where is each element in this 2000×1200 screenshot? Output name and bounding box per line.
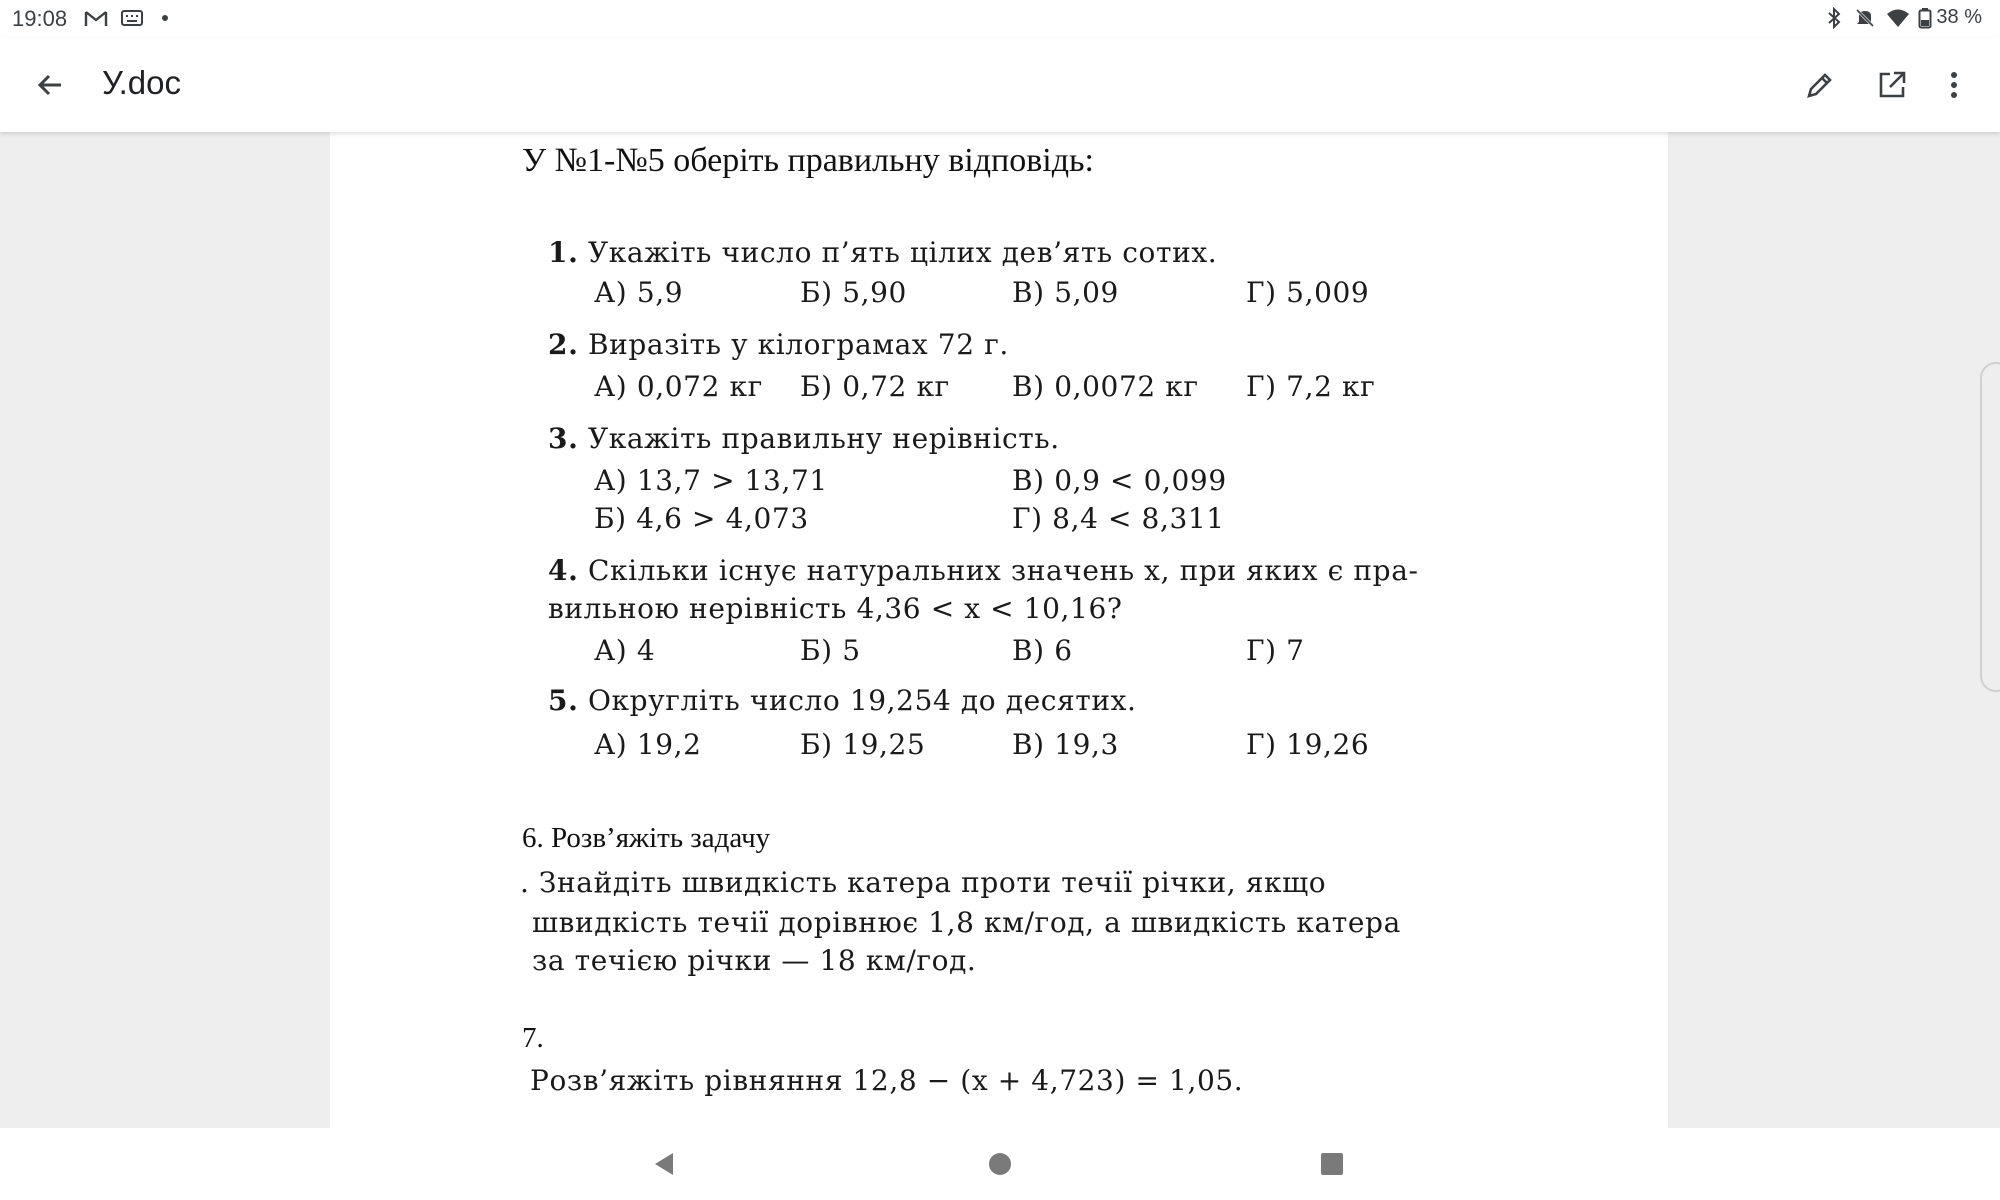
open-external-icon: [1876, 69, 1908, 101]
answer-option: Г) 7,2 кг: [1246, 370, 1376, 403]
question-number: 4.: [548, 554, 579, 587]
question-4-continuation: вильною нерівність 4,36 < x < 10,16?: [548, 592, 1123, 625]
status-time: 19:08: [12, 6, 68, 31]
nav-home-button[interactable]: [978, 1142, 1022, 1186]
nav-recents-button[interactable]: [1310, 1142, 1354, 1186]
bluetooth-icon: [1826, 6, 1842, 30]
document-title: У.doc: [102, 64, 181, 101]
question-text: Укажіть число п’ять цілих дев’ять сотих.: [587, 236, 1218, 269]
back-triangle-icon: [651, 1150, 677, 1178]
dot-icon: [160, 6, 170, 30]
task-6-line-2: швидкість течії дорівнює 1,8 км/год, а швидкість катера: [532, 906, 1401, 939]
question-text: Округліть число 19,254 до десятих.: [587, 684, 1137, 717]
back-arrow-icon: [35, 70, 65, 100]
answer-option: А) 13,7 > 13,71: [594, 464, 828, 497]
question-2: [548, 328, 1009, 361]
task-6-line-3: за течією річки — 18 км/год.: [532, 944, 977, 977]
answer-option: В) 0,9 < 0,099: [1012, 464, 1227, 497]
answer-option: Г) 5,009: [1246, 276, 1370, 309]
question-text: Укажіть правильну нерівність.: [587, 422, 1060, 455]
edit-button[interactable]: [1800, 65, 1840, 105]
question-number: 1.: [548, 236, 579, 269]
question-number: 2.: [548, 328, 579, 361]
answer-option: А) 0,072 кг: [594, 370, 763, 403]
home-circle-icon: [987, 1151, 1013, 1177]
answer-option: Г) 8,4 < 8,311: [1012, 502, 1225, 535]
question-4: [548, 554, 1419, 587]
question-1: [548, 236, 1217, 269]
answer-option: А) 5,9: [594, 276, 684, 309]
answer-option: Б) 0,72 кг: [800, 370, 950, 403]
question-3: [548, 422, 1060, 455]
answer-option: Г) 19,26: [1246, 728, 1370, 761]
question-text: Скільки існує натуральних значень x, при яких є пра-: [587, 554, 1419, 587]
open-in-app-button[interactable]: [1872, 65, 1912, 105]
keyboard-icon: [120, 6, 144, 30]
answer-option: В) 19,3: [1012, 728, 1119, 761]
answer-option: А) 19,2: [594, 728, 702, 761]
wifi-icon: [1886, 6, 1910, 30]
question-5: [548, 684, 1137, 717]
status-bar: [0, 0, 2000, 38]
task-7-title: 7.: [522, 1022, 544, 1054]
question-number: 3.: [548, 422, 579, 455]
side-panel-handle[interactable]: [1980, 362, 2000, 692]
answer-option: Б) 5,90: [800, 276, 907, 309]
answer-option: Б) 5: [800, 634, 861, 667]
answer-option: А) 4: [594, 634, 656, 667]
nav-back-button[interactable]: [642, 1142, 686, 1186]
answer-option: Б) 4,6 > 4,073: [594, 502, 809, 535]
battery-percent: 38 %: [1936, 6, 1982, 28]
answer-option: В) 6: [1012, 634, 1073, 667]
document-viewport[interactable]: [0, 132, 2000, 1128]
answer-option: Б) 19,25: [800, 728, 926, 761]
recents-square-icon: [1319, 1151, 1345, 1177]
task-6-line-1: . Знайдіть швидкість катера проти течії річки, якщо: [520, 866, 1327, 899]
task-6-title: 6. Розв’яжіть задачу: [522, 822, 771, 854]
battery-icon: [1918, 6, 1932, 30]
task-7-equation: Розв’яжіть рівняння 12,8 − (x + 4,723) = 1,05.: [530, 1064, 1244, 1097]
document-page: [330, 132, 1668, 1128]
navigation-bar: [0, 1128, 2000, 1200]
question-number: 5.: [548, 684, 579, 717]
more-vert-icon: [1949, 70, 1959, 100]
more-options-button[interactable]: [1934, 65, 1974, 105]
back-button[interactable]: [30, 65, 70, 105]
answer-option: В) 5,09: [1012, 276, 1119, 309]
mute-icon: [1854, 6, 1876, 30]
app-bar: [0, 38, 2000, 132]
gmail-icon: [84, 6, 108, 30]
question-text: Виразіть у кілограмах 72 г.: [587, 328, 1009, 361]
answer-option: Г) 7: [1246, 634, 1305, 667]
page-heading: У №1-№5 оберіть правильну відповідь:: [522, 142, 1094, 179]
pencil-icon: [1805, 70, 1835, 100]
answer-option: В) 0,0072 кг: [1012, 370, 1199, 403]
